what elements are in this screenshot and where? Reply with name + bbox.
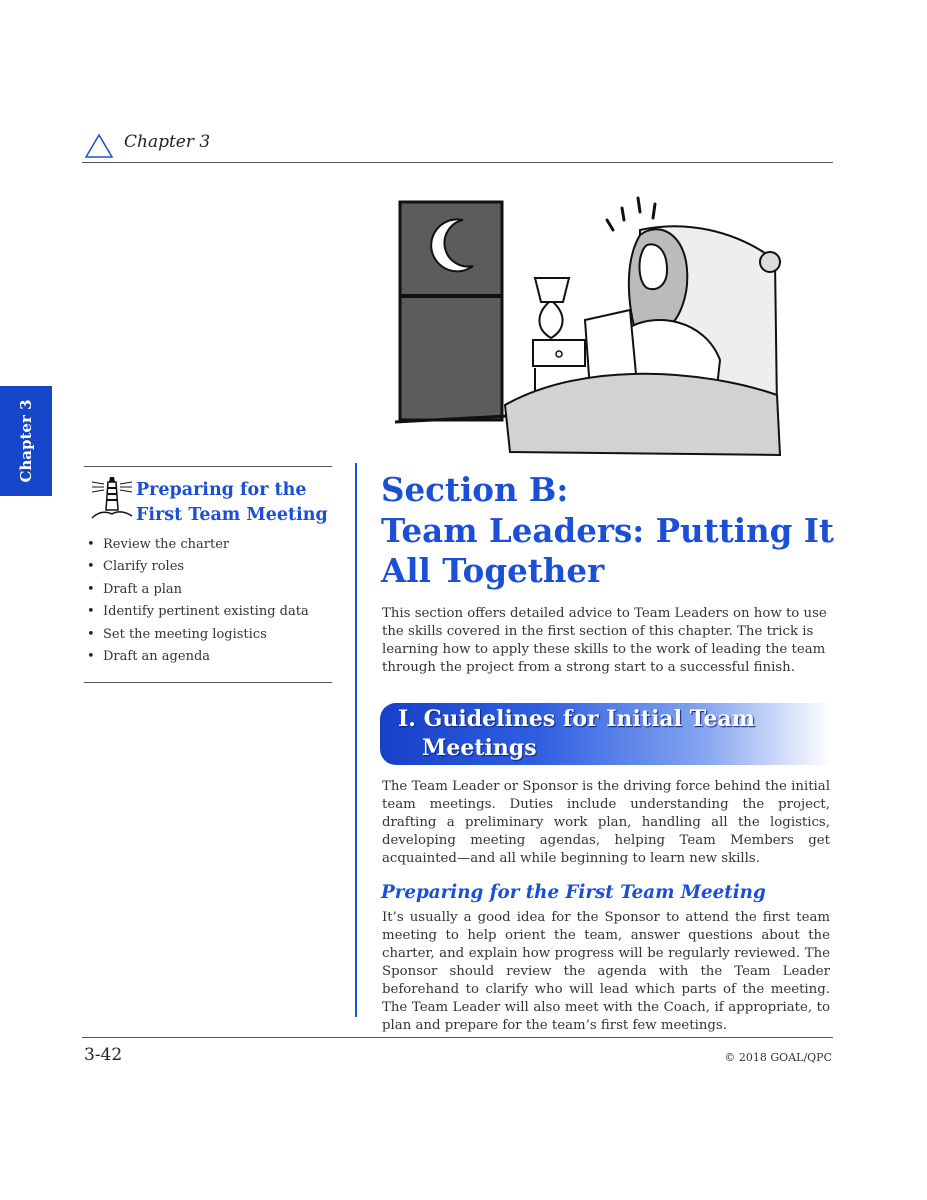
list-item: • Set the meeting logistics xyxy=(84,624,334,646)
sidebar-top-rule xyxy=(84,466,332,467)
guidelines-heading-banner xyxy=(380,703,832,765)
guidelines-paragraph: The Team Leader or Sponsor is the driving force behind the initial team meetings. Duties include understanding the project, drafting a preliminary work plan, handling all the logistics, developing meeting agendas, helping Team Members get acquainted—and all while beginning to learn new skills. xyxy=(382,779,830,866)
column-divider xyxy=(355,463,357,1017)
chapter-side-tab-label: Chapter 3 xyxy=(17,399,35,483)
list-item: • Identify pertinent existing data xyxy=(84,601,334,623)
section-title-line: Section B: xyxy=(381,470,569,509)
copyright-notice: © 2018 GOAL/QPC xyxy=(724,1051,832,1064)
preparing-paragraph: It’s usually a good idea for the Sponsor to attend the first team meeting to help orient the team, answer questions about the charter, and explain how progress will be regularly reviewed. The Sponsor should review the agenda with the Team Leader beforehand to clarify who will lead which parts of the meeting. The Team Leader will also meet with the Coach, if appropriate, to plan and prepare for the team’s first few meetings. xyxy=(382,910,830,1033)
sidebar-title-line: First Team Meeting xyxy=(136,505,328,525)
worried-woman-in-bed-illustration xyxy=(385,190,795,460)
list-item: • Draft a plan xyxy=(84,579,334,601)
section-title xyxy=(381,470,841,592)
sidebar-title-line: Preparing for the xyxy=(136,480,307,500)
sidebar-checklist xyxy=(84,534,334,668)
sidebar-title xyxy=(136,478,336,528)
guidelines-heading xyxy=(398,705,798,762)
preparing-subheading: Preparing for the First Team Meeting xyxy=(381,882,766,903)
intro-paragraph: This section offers detailed advice to Team Leaders on how to use the skills covered in the first section of this chapter. The trick is learning how to apply these skills to the work of leading the team through the project from a strong start to a successful finish. xyxy=(382,606,827,675)
list-item: • Clarify roles xyxy=(84,556,334,578)
guidelines-heading-line: I. Guidelines for Initial Team xyxy=(398,706,756,732)
sidebar-bottom-rule xyxy=(84,682,332,683)
section-title-line: Team Leaders: Putting It xyxy=(381,510,834,550)
list-item: • Review the charter xyxy=(84,534,334,556)
header-rule xyxy=(82,162,833,163)
footer-rule xyxy=(82,1037,833,1038)
triangle-icon xyxy=(84,133,114,159)
list-item: • Draft an agenda xyxy=(84,646,334,668)
guidelines-heading-line: Meetings xyxy=(422,734,537,761)
page-number: 3-42 xyxy=(84,1045,123,1065)
running-header-chapter: Chapter 3 xyxy=(124,132,211,152)
chapter-side-tab[interactable] xyxy=(0,386,52,496)
section-title-line: All Together xyxy=(381,551,605,590)
lighthouse-icon xyxy=(90,474,134,522)
